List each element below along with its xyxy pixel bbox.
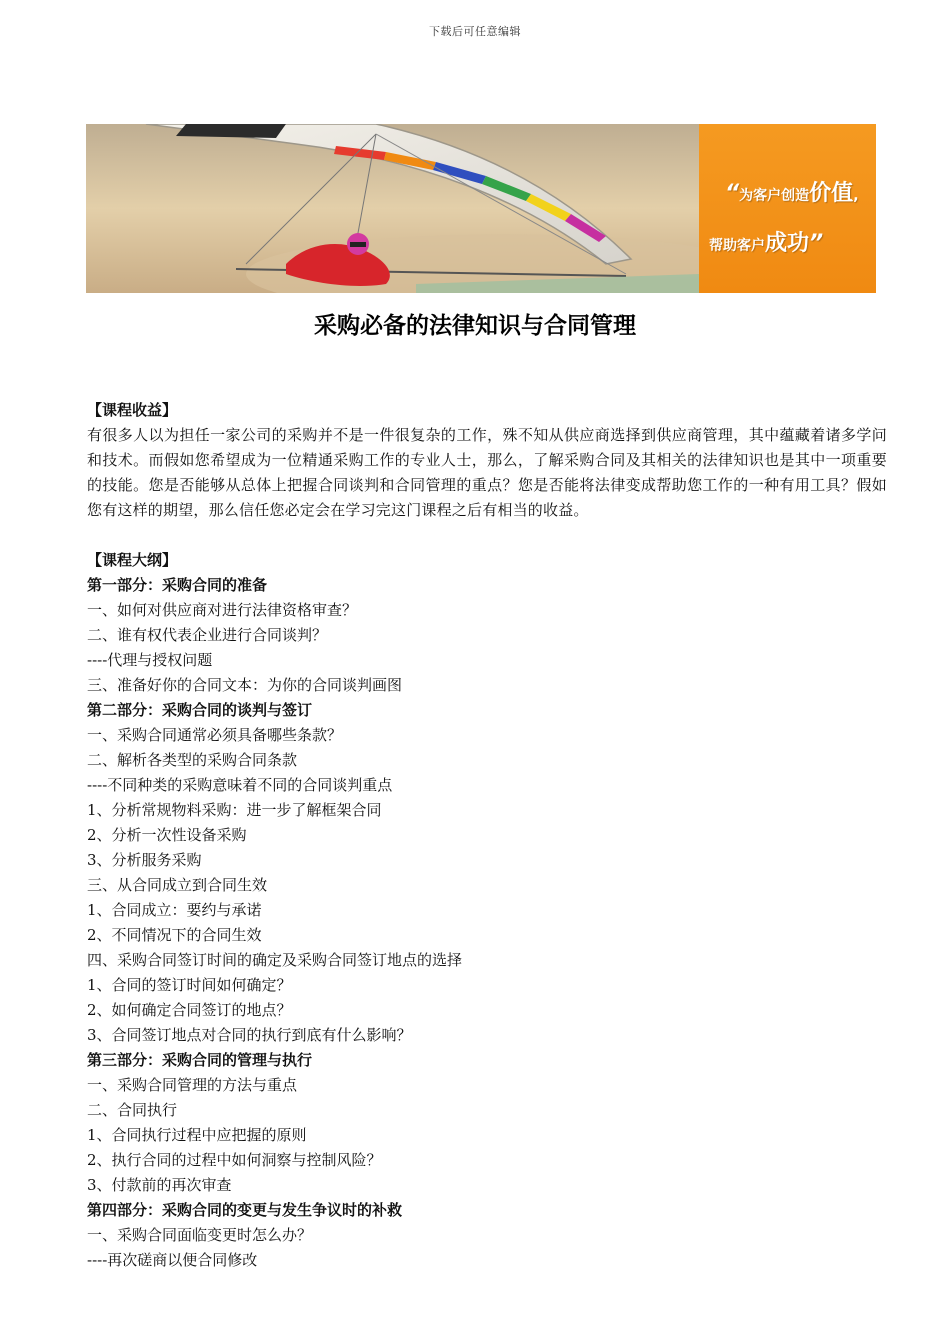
outline-item: ----不同种类的采购意味着不同的合同谈判重点 <box>87 776 393 794</box>
outline-item: 一、采购合同管理的方法与重点 <box>87 1076 298 1094</box>
close-quote: ” <box>809 231 824 256</box>
outline-item: 二、解析各类型的采购合同条款 <box>87 751 298 769</box>
slogan-line-1 <box>725 176 859 207</box>
outline-item: 2、不同情况下的合同生效 <box>87 926 262 944</box>
outline-item: 3、合同签订地点对合同的执行到底有什么影响？ <box>87 1026 412 1044</box>
open-quote: “ <box>725 181 740 206</box>
outline-item: ----代理与授权问题 <box>87 651 213 669</box>
outline-item: 二、谁有权代表企业进行合同谈判？ <box>87 626 328 644</box>
outline-list <box>87 573 887 1273</box>
outline-item: 四、采购合同签订时间的确定及采购合同签订地点的选择 <box>87 951 463 969</box>
outline-part-heading: 第一部分：采购合同的准备 <box>87 576 268 594</box>
outline-item: 一、采购合同面临变更时怎么办？ <box>87 1226 313 1244</box>
slogan-comma: , <box>853 188 859 204</box>
outline-item: 3、分析服务采购 <box>87 851 202 869</box>
outline-item: 三、从合同成立到合同生效 <box>87 876 268 894</box>
outline-item: 1、合同的签订时间如何确定？ <box>87 976 292 994</box>
outline-part-heading: 第四部分：采购合同的变更与发生争议时的补救 <box>87 1201 403 1219</box>
outline-item: 2、执行合同的过程中如何洞察与控制风险？ <box>87 1151 382 1169</box>
document-body <box>87 398 887 1273</box>
outline-item: 一、如何对供应商对进行法律资格审查？ <box>87 601 358 619</box>
slogan-line-1-highlight: 价值 <box>809 181 854 206</box>
outline-item: 2、分析一次性设备采购 <box>87 826 247 844</box>
hang-glider-illustration <box>86 124 699 293</box>
outline-item: 1、分析常规物料采购：进一步了解框架合同 <box>87 801 382 819</box>
benefits-paragraph: 有很多人以为担任一家公司的采购并不是一件很复杂的工作，殊不知从供应商选择到供应商管理，其中蕴藏着诸多学问和技术。而假如您希望成为一位精通采购工作的专业人士，那么，了解采购合同及其相关的法律知识也是其中一项重要的技能。您是否能够从总体上把握合同谈判和合同管理的重点？您是否能将法律变成帮助您工作的一种有用工具？假如您有这样的期望，那么信任您必定会在学习完这门课程之后有相当的收益。 <box>87 426 887 519</box>
outline-item: ----再次磋商以便合同修改 <box>87 1251 258 1269</box>
benefits-heading: 【课程收益】 <box>87 401 178 419</box>
spacer <box>87 523 887 548</box>
slogan-line-2 <box>709 226 823 257</box>
outline-item: 3、付款前的再次审查 <box>87 1176 232 1194</box>
outline-item: 2、如何确定合同签订的地点？ <box>87 1001 292 1019</box>
banner <box>86 124 876 293</box>
hang-glider-photo <box>86 124 699 293</box>
slogan-panel <box>699 124 876 293</box>
outline-item: 1、合同执行过程中应把握的原则 <box>87 1126 307 1144</box>
header-note: 下载后可任意编辑 <box>429 25 521 38</box>
outline-item: 三、准备好你的合同文本：为你的合同谈判画图 <box>87 676 403 694</box>
outline-part-heading: 第三部分：采购合同的管理与执行 <box>87 1051 313 1069</box>
slogan-line-1-prefix: 为客户创造 <box>739 188 810 204</box>
outline-item: 一、采购合同通常必须具备哪些条款？ <box>87 726 343 744</box>
slogan-line-2-highlight: 成功 <box>765 231 810 256</box>
outline-part-heading: 第二部分：采购合同的谈判与签订 <box>87 701 313 719</box>
outline-heading: 【课程大纲】 <box>87 551 178 569</box>
document-title: 采购必备的法律知识与合同管理 <box>314 312 636 339</box>
outline-item: 1、合同成立：要约与承诺 <box>87 901 262 919</box>
slogan-line-2-prefix: 帮助客户 <box>709 238 765 254</box>
outline-item: 二、合同执行 <box>87 1101 178 1119</box>
